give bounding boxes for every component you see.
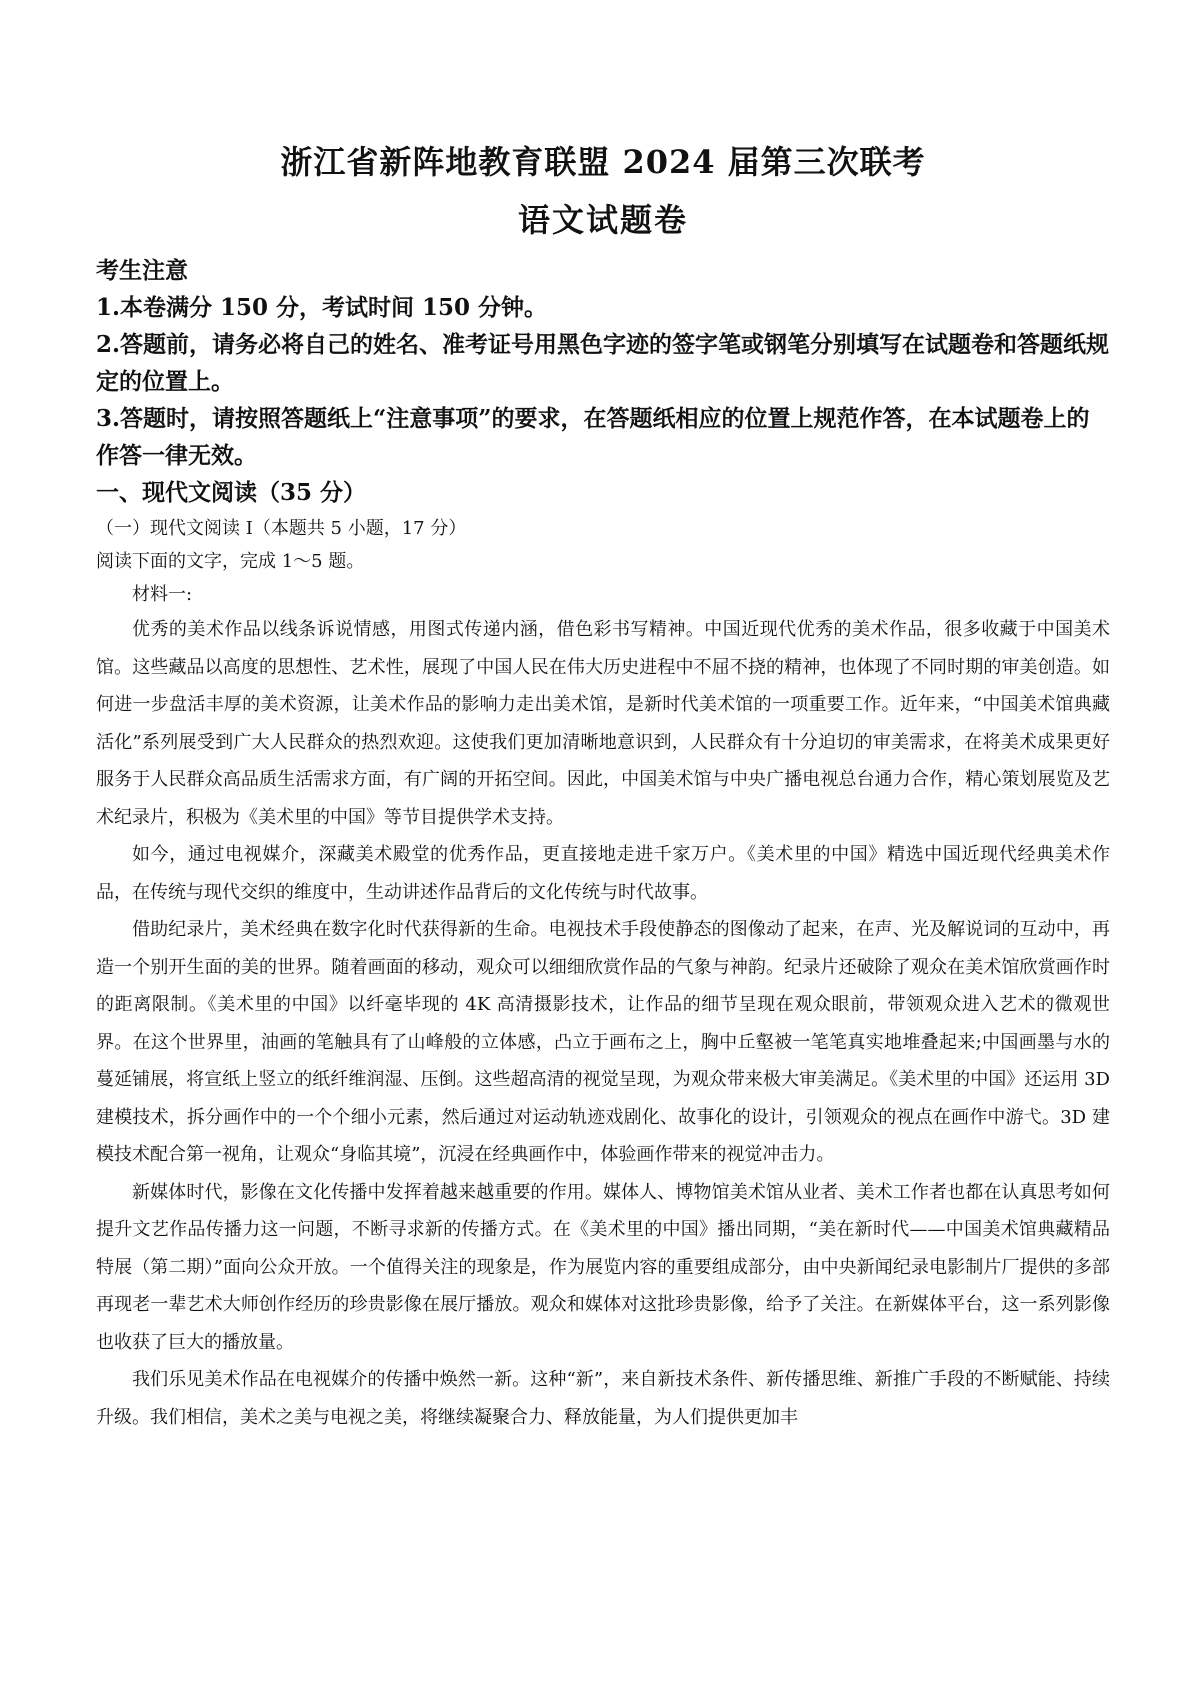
paragraph: 如今，通过电视媒介，深藏美术殿堂的优秀作品，更直接地走进千家万户。《美术里的中国》精选中国近现代经典美术作品，在传统与现代交织的维度中，生动讲述作品背后的文化传统与时代故事。	[96, 844, 1110, 903]
notice-item-1: 1.本卷满分 150 分，考试时间 150 分钟。	[96, 294, 548, 321]
section-heading: 一、现代文阅读（35 分）	[96, 479, 367, 506]
exam-page	[96, 140, 1110, 1436]
material-label: 材料一:	[132, 584, 193, 605]
notice-heading: 考生注意	[96, 257, 188, 284]
paragraph: 借助纪录片，美术经典在数字化时代获得新的生命。电视技术手段使静态的图像动了起来，在声、光及解说词的互动中，再造一个别开生面的美的世界。随着画面的移动，观众可以细细欣赏作品的气象与神韵。纪录片还破除了观众在美术馆欣赏画作时的距离限制。《美术里的中国》以纤毫毕现的 4K 高清摄影技术，让作品的细节呈现在观众眼前，带领观众进入艺术的微观世界。在这个世界里，油画的笔触具有了山峰般的立体感，凸立于画布之上，胸中丘壑被一笔笔真实地堆叠起来;中国画墨与水的蔓延铺展，将宣纸上竖立的纸纤维润湿、压倒。这些超高清的视觉呈现，为观众带来极大审美满足。《美术里的中国》还运用 3D 建模技术，拆分画作中的一个个细小元素，然后通过对运动轨迹戏剧化、故事化的设计，引领观众的视点在画作中游弋。3D 建模技术配合第一视角，让观众“身临其境”，沉浸在经典画作中，体验画作带来的视觉冲击力。	[96, 919, 1110, 1165]
paragraph: 我们乐见美术作品在电视媒介的传播中焕然一新。这种“新”，来自新技术条件、新传播思维、新推广手段的不断赋能、持续升级。我们相信，美术之美与电视之美，将继续凝聚合力、释放能量，为人们提供更加丰	[96, 1369, 1110, 1428]
paragraph: 优秀的美术作品以线条诉说情感，用图式传递内涵，借色彩书写精神。中国近现代优秀的美术作品，很多收藏于中国美术馆。这些藏品以高度的思想性、艺术性，展现了中国人民在伟大历史进程中不屈不挠的精神，也体现了不同时期的审美创造。如何进一步盘活丰厚的美术资源，让美术作品的影响力走出美术馆，是新时代美术馆的一项重要工作。近年来，“中国美术馆典藏活化”系列展受到广大人民群众的热烈欢迎。这使我们更加清晰地意识到，人民群众有十分迫切的审美需求，在将美术成果更好服务于人民群众高品质生活需求方面，有广阔的开拓空间。因此，中国美术馆与中央广播电视总台通力合作，精心策划展览及艺术纪录片，积极为《美术里的中国》等节目提供学术支持。	[96, 619, 1110, 828]
notice-item-2: 2.答题前，请务必将自己的姓名、准考证号用黑色字迹的签字笔或钢笔分别填写在试题卷和答题纸规定的位置上。	[96, 331, 1110, 395]
notice-item-3: 3.答题时，请按照答题纸上“注意事项”的要求，在答题纸相应的位置上规范作答，在本试题卷上的作答一律无效。	[96, 405, 1090, 469]
exam-subtitle: 语文试题卷	[517, 201, 688, 239]
reading-instruction: 阅读下面的文字，完成 1～5 题。	[96, 551, 365, 572]
notice-block	[96, 252, 1110, 474]
paragraph: 新媒体时代，影像在文化传播中发挥着越来越重要的作用。媒体人、博物馆美术馆从业者、美术工作者也都在认真思考如何提升文艺作品传播力这一问题，不断寻求新的传播方式。在《美术里的中国》播出同期，“美在新时代——中国美术馆典藏精品特展（第二期）”面向公众开放。一个值得关注的现象是，作为展览内容的重要组成部分，由中央新闻纪录电影制片厂提供的多部再现老一辈艺术大师创作经历的珍贵影像在展厅播放。观众和媒体对这批珍贵影像，给予了关注。在新媒体平台，这一系列影像也收获了巨大的播放量。	[96, 1181, 1110, 1353]
section-subheading: （一）现代文阅读 I（本题共 5 小题，17 分）	[96, 518, 467, 539]
exam-title: 浙江省新阵地教育联盟 2024 届第三次联考	[280, 143, 926, 181]
passage-body	[96, 611, 1110, 1436]
